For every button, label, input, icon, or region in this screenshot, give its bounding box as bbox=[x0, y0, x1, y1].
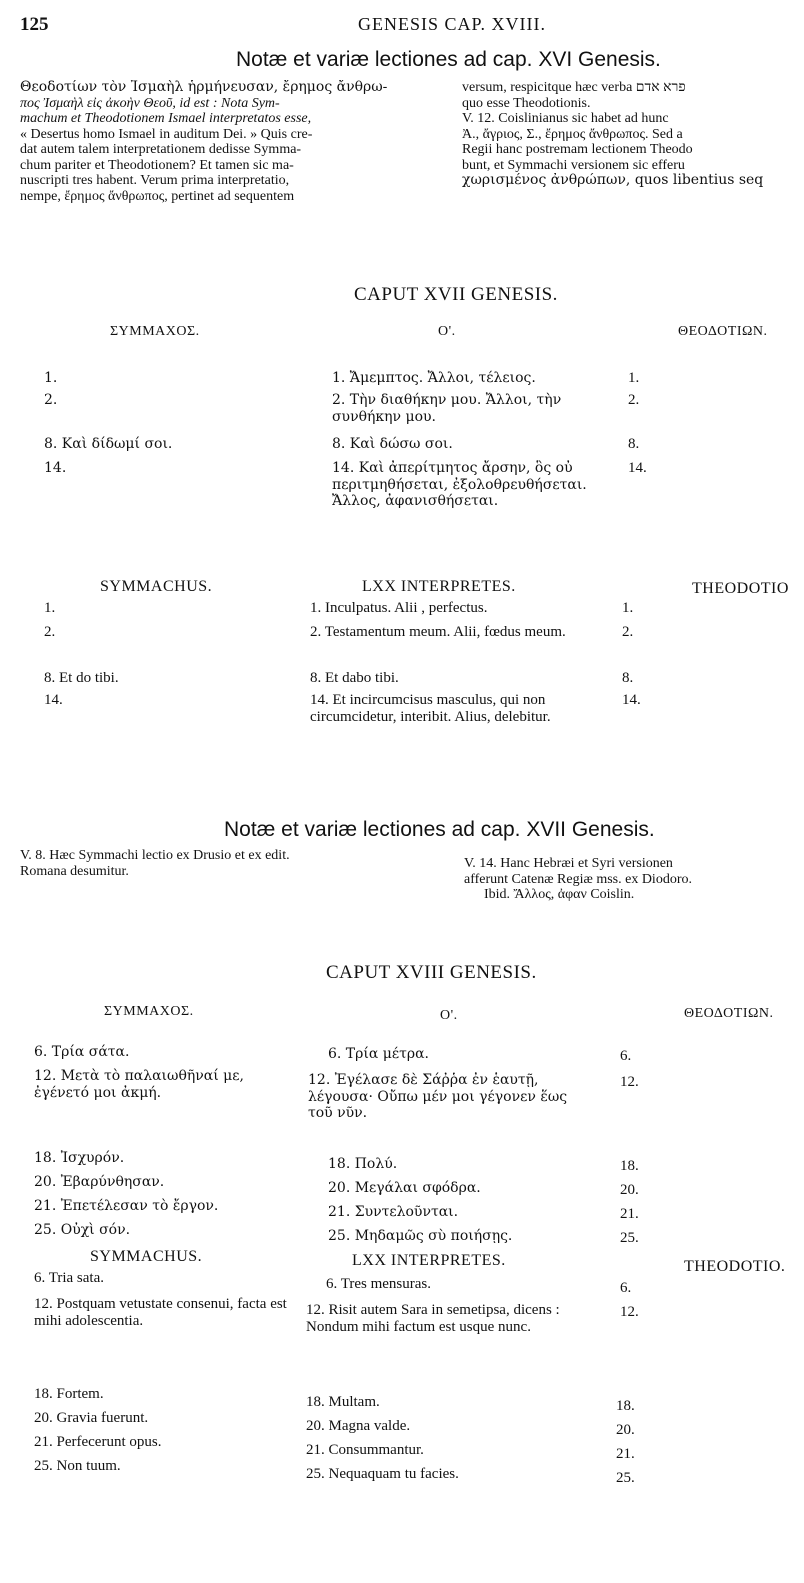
note-line: V. 8. Hæc Symmachi lectio ex Drusio et ex edit. bbox=[20, 848, 290, 863]
cap18-latin-lxx-cell: 6. Tres mensuras. bbox=[326, 1276, 432, 1292]
note-line: V. 12. Coislinianus sic habet ad hunc bbox=[462, 111, 669, 126]
cap18-latin-lxx-cell: 25. Nequaquam tu facies. bbox=[306, 1466, 459, 1482]
cap18-greek-theo-cell: 20. bbox=[620, 1182, 639, 1198]
col-header-lxx-latin: LXX INTERPRETES. bbox=[362, 578, 516, 595]
cap17-greek-lxx-cell: 1. Ἄμεμπτος. Ἄλλοι, τέλειος. bbox=[332, 370, 536, 386]
note-line: χωρισμένος ἀνθρώπων, quos libentius seq bbox=[462, 173, 764, 188]
cap18-greek-theo-cell: 12. bbox=[620, 1074, 639, 1090]
cap18-greek-theo-cell: 6. bbox=[620, 1048, 632, 1064]
col-header-lxx-greek: O'. bbox=[438, 324, 456, 339]
cap18-latin-sym-cell: 18. Fortem. bbox=[34, 1386, 104, 1402]
cap17-greek-theo-cell: 14. bbox=[628, 460, 647, 476]
cap17-greek-lxx-cell: 2. Τὴν διαθήκην μου. Ἄλλοι, τὴν συνθήκην μου. bbox=[332, 392, 562, 425]
note-line: afferunt Catenæ Regiæ mss. ex Diodoro. bbox=[464, 871, 692, 887]
cap18-latin-lxx-cell: 12. Risit autem Sara in semetipsa, dicens : Nondum mihi factum est usque nunc. bbox=[306, 1302, 560, 1335]
note-line: chum pariter et Theodotionem? Et tamen sic ma- bbox=[20, 157, 294, 173]
cap18-greek-lxx-cell: 6. Τρία μέτρα. bbox=[328, 1046, 430, 1062]
note-line: « Desertus homo Ismael in auditum Dei. » Quis cre- bbox=[20, 126, 313, 142]
cap18-greek-sym-cell: 20. Ἐβαρύνθησαν. bbox=[34, 1174, 165, 1190]
cap18-greek-theo-cell: 21. bbox=[620, 1206, 639, 1222]
cap17-greek-theo-cell: 2. bbox=[628, 392, 640, 408]
cap18-greek-lxx-cell: 25. Μηδαμῶς σὺ ποιήσῃς. bbox=[328, 1228, 513, 1244]
cap18-latin-theo-cell: 25. bbox=[616, 1470, 635, 1486]
cap18-latin-lxx-cell: 18. Multam. bbox=[306, 1394, 380, 1410]
cap17-greek-sym-cell: 1. bbox=[44, 370, 58, 386]
col-header-lxx-greek: O'. bbox=[440, 1008, 458, 1023]
note-line: Ibid. Ἄλλος, ἀφαν Coislin. bbox=[484, 887, 635, 902]
cap17-greek-theo-cell: 8. bbox=[628, 436, 640, 452]
cap17-latin-theo-cell: 2. bbox=[622, 624, 634, 640]
cap17-greek-sym-cell: 8. Καὶ δίδωμί σοι. bbox=[44, 436, 173, 452]
cap17-latin-lxx-cell: 1. Inculpatus. Alii , perfectus. bbox=[310, 600, 488, 616]
cap18-greek-sym-cell: 21. Ἐπετέλεσαν τὸ ἔργον. bbox=[34, 1198, 219, 1214]
note-line: machum et Theodotionem Ismael interpretatos esse, bbox=[20, 111, 312, 126]
cap18-greek-theo-cell: 18. bbox=[620, 1158, 639, 1174]
cap18-greek-lxx-cell: 12. Ἐγέλασε δὲ Σάῤῥα ἐν ἑαυτῇ, λέγουσα· Οὔπω μέν μοι γέγονεν ἕως τοῦ νῦν. bbox=[308, 1072, 568, 1121]
note-line: Regii hanc postremam lectionem Theodo bbox=[462, 142, 693, 157]
note-line: dat autem talem interpretationem dedisse Symma- bbox=[20, 142, 302, 157]
note-line: nempe, ἔρημος ἄνθρωπος, pertinet ad sequentem bbox=[20, 188, 295, 204]
notes-17-right-column bbox=[464, 856, 800, 903]
cap17-greek-sym-cell: 2. bbox=[44, 392, 58, 408]
cap18-greek-lxx-cell: 21. Συντελοῦνται. bbox=[328, 1204, 459, 1220]
cap18-latin-sym-cell: 20. Gravia fuerunt. bbox=[34, 1410, 149, 1426]
running-head: GENESIS CAP. XVIII. bbox=[358, 14, 547, 34]
notes-17-title: Notæ et variæ lectiones ad cap. XVII Genesis. bbox=[224, 818, 655, 841]
col-header-lxx-latin: LXX INTERPRETES. bbox=[352, 1252, 506, 1269]
col-header-theodotion-greek: ΘΕΟΔΟΤΙΩΝ. bbox=[678, 324, 768, 339]
cap18-greek-theo-cell: 25. bbox=[620, 1230, 639, 1246]
cap17-latin-lxx-cell: 2. Testamentum meum. Alii, fœdus meum. bbox=[310, 624, 566, 640]
cap18-greek-sym-cell: 25. Οὐχὶ σόν. bbox=[34, 1222, 131, 1238]
cap18-latin-lxx-cell: 20. Magna valde. bbox=[306, 1418, 411, 1434]
cap17-latin-sym-cell: 1. bbox=[44, 600, 56, 616]
cap18-latin-theo-cell: 21. bbox=[616, 1446, 635, 1462]
col-header-symmachus-greek: ΣΥΜΜΑΧΟΣ. bbox=[110, 324, 200, 339]
col-header-theodotio-latin: THEODOTIO bbox=[692, 580, 789, 597]
note-line: Θεοδοτίων τὸν Ἰσμαὴλ ἡρμήνευσαν, ἔρημος ἄνθρω- bbox=[20, 80, 388, 95]
cap18-latin-theo-cell: 18. bbox=[616, 1398, 635, 1414]
cap17-latin-sym-cell: 14. bbox=[44, 692, 63, 708]
cap18-latin-sym-cell: 21. Perfecerunt opus. bbox=[34, 1434, 162, 1450]
note-line: versum, respicitque hæc verba פרא אדם bbox=[462, 80, 686, 95]
col-header-theodotio-latin: THEODOTIO. bbox=[684, 1258, 786, 1275]
col-header-symmachus-latin: SYMMACHUS. bbox=[100, 578, 213, 595]
cap17-latin-theo-cell: 1. bbox=[622, 600, 634, 616]
note-line: Romana desumitur. bbox=[20, 863, 129, 879]
cap17-latin-theo-cell: 8. bbox=[622, 670, 634, 686]
cap17-latin-lxx-cell: 14. Et incircumcisus masculus, qui non circumcidetur, interibit. Alius, delebitur. bbox=[310, 692, 551, 725]
cap17-latin-sym-cell: 8. Et do tibi. bbox=[44, 670, 119, 686]
cap18-latin-theo-cell: 20. bbox=[616, 1422, 635, 1438]
note-line: quo esse Theodotionis. bbox=[462, 95, 591, 111]
cap18-latin-theo-cell: 6. bbox=[620, 1280, 632, 1296]
notes-17-left-column bbox=[20, 848, 440, 879]
notes-16-title: Notæ et variæ lectiones ad cap. XVI Genesis. bbox=[236, 48, 661, 71]
notes-16-right-column bbox=[462, 80, 800, 189]
cap17-latin-lxx-cell: 8. Et dabo tibi. bbox=[310, 670, 399, 686]
cap17-greek-sym-cell: 14. bbox=[44, 460, 67, 476]
cap17-greek-theo-cell: 1. bbox=[628, 370, 640, 386]
note-line: πος Ἰσμαὴλ εἰς ἀκοὴν Θεοῦ, id est : Nota Sym- bbox=[20, 95, 280, 111]
col-header-symmachus-latin: SYMMACHUS. bbox=[90, 1248, 203, 1265]
cap18-latin-sym-cell: 25. Non tuum. bbox=[34, 1458, 121, 1474]
cap18-latin-sym-cell: 6. Tria sata. bbox=[34, 1270, 105, 1286]
note-line: Ἀ., ἄγριος, Σ., ἔρημος ἄνθρωπος. Sed a bbox=[462, 126, 683, 142]
col-header-theodotion-greek: ΘΕΟΔΟΤΙΩΝ. bbox=[684, 1006, 774, 1021]
caput-17-title: CAPUT XVII GENESIS. bbox=[354, 284, 558, 305]
cap18-greek-sym-cell: 12. Μετὰ τὸ παλαιωθῆναί με, ἐγένετό μοι ἀκμή. bbox=[34, 1068, 244, 1101]
cap18-greek-sym-cell: 6. Τρία σάτα. bbox=[34, 1044, 130, 1060]
note-line: bunt, et Symmachi versionem sic efferu bbox=[462, 157, 685, 173]
cap18-greek-lxx-cell: 20. Μεγάλαι σφόδρα. bbox=[328, 1180, 481, 1196]
caput-18-title: CAPUT XVIII GENESIS. bbox=[326, 962, 537, 983]
cap18-latin-sym-cell: 12. Postquam vetustate consenui, facta est mihi adolescentia. bbox=[34, 1296, 287, 1329]
col-header-symmachus-greek: ΣΥΜΜΑΧΟΣ. bbox=[104, 1004, 194, 1019]
cap17-greek-lxx-cell: 14. Καὶ ἀπερίτμητος ἄρσην, ὃς οὐ περιτμηθήσεται, ἐξολοθρευθήσεται. Ἄλλος, ἀφανισθήσεται. bbox=[332, 460, 587, 509]
notes-16-left-column bbox=[20, 80, 440, 204]
cap17-latin-sym-cell: 2. bbox=[44, 624, 56, 640]
note-line: nuscripti tres habent. Verum prima interpretatio, bbox=[20, 173, 290, 188]
cap17-greek-lxx-cell: 8. Καὶ δώσω σοι. bbox=[332, 436, 453, 452]
cap18-latin-theo-cell: 12. bbox=[620, 1304, 639, 1320]
cap18-greek-lxx-cell: 18. Πολύ. bbox=[328, 1156, 398, 1172]
cap18-latin-lxx-cell: 21. Consummantur. bbox=[306, 1442, 424, 1458]
cap18-greek-sym-cell: 18. Ἰσχυρόν. bbox=[34, 1150, 125, 1166]
page-number: 125 bbox=[20, 14, 49, 35]
note-line: V. 14. Hanc Hebræi et Syri versionen bbox=[464, 856, 673, 871]
cap17-latin-theo-cell: 14. bbox=[622, 692, 641, 708]
